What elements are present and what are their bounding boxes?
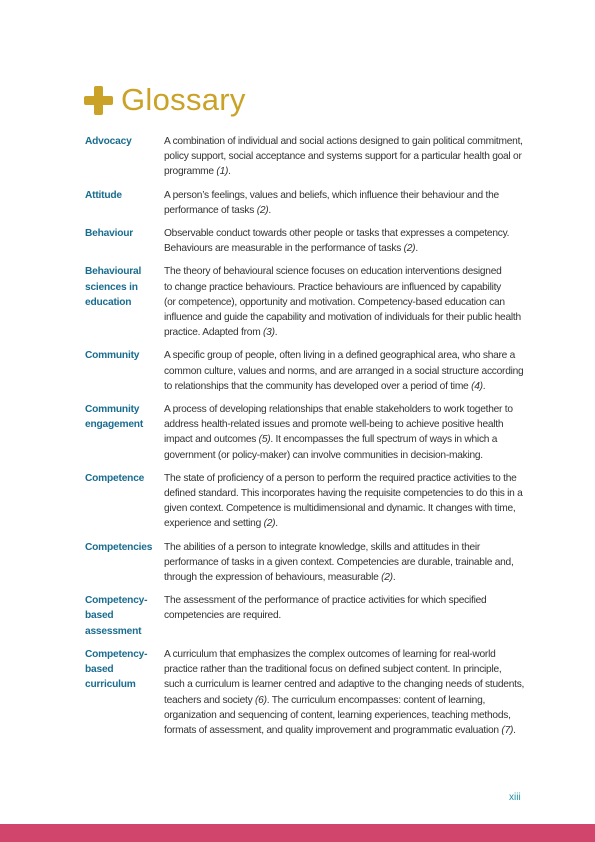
glossary-entry xyxy=(85,134,525,180)
glossary-definition xyxy=(164,226,525,256)
definition-line: common culture, values and norms, and are arranged in a social structure according xyxy=(164,365,524,377)
glossary-term: Competency-based curriculum xyxy=(85,648,148,691)
glossary-entry xyxy=(85,348,525,394)
glossary-term: Community engagement xyxy=(85,404,144,431)
definition-line: Behaviours are measurable in the performance of tasks (2). xyxy=(164,243,418,255)
glossary-term: Attitude xyxy=(85,189,122,201)
glossary-definition xyxy=(164,134,525,180)
glossary-definition xyxy=(164,264,525,340)
glossary-list xyxy=(85,134,525,746)
definition-line: formats of assessment, and quality improvement and programmatic evaluation (7). xyxy=(164,724,516,736)
glossary-definition xyxy=(164,348,525,394)
definition-line: such a curriculum is learner centred and adaptive to the changing needs of students, xyxy=(164,679,525,691)
definition-line: teachers and society (6). The curriculum encompasses: content of learning, xyxy=(164,694,486,706)
definition-line: influence and guide the capability and motivation of individuals for their public health xyxy=(164,312,521,324)
definition-line: Observable conduct towards other people or tasks that expresses a competency. xyxy=(164,228,510,240)
glossary-term: Competence xyxy=(85,472,145,484)
page-number: xiii xyxy=(509,792,521,803)
glossary-definition xyxy=(164,540,525,586)
glossary-entry xyxy=(85,402,525,463)
glossary-term: Competency-based assessment xyxy=(85,595,148,637)
definition-line: defined standard. This incorporates having the requisite competencies to do this in a xyxy=(164,488,523,500)
definition-line: through the expression of behaviours, measurable (2). xyxy=(164,572,396,584)
glossary-entry xyxy=(85,188,525,218)
glossary-entry xyxy=(85,226,525,256)
definition-line: to change practice behaviours. Practice behaviours are influenced by capability xyxy=(164,281,502,293)
glossary-entry xyxy=(85,647,525,738)
definition-line: (or competence), opportunity and motivation. Competency-based education can xyxy=(164,296,505,308)
definition-line: A curriculum that emphasizes the complex outcomes of learning for real-world xyxy=(164,648,496,660)
definition-line: competencies are required. xyxy=(164,610,281,622)
definition-line: A specific group of people, often living in a defined geographical area, who share a xyxy=(164,350,516,362)
definition-line: to relationships that the community has developed over a period of time (4). xyxy=(164,380,486,392)
glossary-entry xyxy=(85,264,525,340)
definition-line: performance of tasks in a given context. Competencies are durable, trainable and, xyxy=(164,556,514,568)
glossary-entry xyxy=(85,471,525,532)
definition-line: The theory of behavioural science focuses on education interventions designed xyxy=(164,266,502,278)
glossary-heading xyxy=(84,82,246,118)
definition-line: given context. Competence is multidimensional and dynamic. It changes with time, xyxy=(164,503,516,515)
definition-line: The assessment of the performance of practice activities for which specified xyxy=(164,595,487,607)
glossary-term: Behavioural sciences in education xyxy=(85,266,142,308)
glossary-definition xyxy=(164,188,525,218)
glossary-term: Behaviour xyxy=(85,228,134,240)
glossary-term: Advocacy xyxy=(85,136,132,147)
glossary-definition xyxy=(164,471,525,532)
definition-line: organization and sequencing of content, learning experiences, teaching methods, xyxy=(164,709,511,721)
definition-line: experience and setting (2). xyxy=(164,518,278,530)
page-title: Glossary xyxy=(121,82,246,117)
glossary-definition xyxy=(164,402,525,463)
glossary-entry xyxy=(85,540,525,586)
definition-line: policy support, social acceptance and systems support for a particular health goal or xyxy=(164,151,522,163)
definition-line: impact and outcomes (5). It encompasses the full spectrum of ways in which a xyxy=(164,434,498,446)
definition-line: A combination of individual and social actions designed to gain political commitment, xyxy=(164,136,523,147)
definition-line: address health-related issues and promote well-being to achieve positive health xyxy=(164,419,504,431)
definition-line: government (or policy-maker) can involve communities in decision-making. xyxy=(164,449,483,461)
glossary-definition xyxy=(164,593,525,639)
glossary-term: Competencies xyxy=(85,541,153,553)
definition-line: The abilities of a person to integrate knowledge, skills and attitudes in their xyxy=(164,541,481,553)
glossary-term: Community xyxy=(85,350,140,362)
definition-line: A process of developing relationships that enable stakeholders to work together to xyxy=(164,404,513,416)
definition-line: The state of proficiency of a person to perform the required practice activities to the xyxy=(164,472,517,484)
definition-line: performance of tasks (2). xyxy=(164,204,272,216)
glossary-definition xyxy=(164,647,525,738)
definition-line: practice. Adapted from (3). xyxy=(164,327,278,339)
footer-bar xyxy=(0,824,595,842)
definition-line: A person’s feelings, values and beliefs, which influence their behaviour and the xyxy=(164,189,499,201)
definition-line: programme (1). xyxy=(164,166,231,178)
glossary-entry xyxy=(85,593,525,639)
definition-line: practice rather than the traditional focus on defined subject content. In principle, xyxy=(164,664,502,676)
plus-icon xyxy=(84,86,113,115)
